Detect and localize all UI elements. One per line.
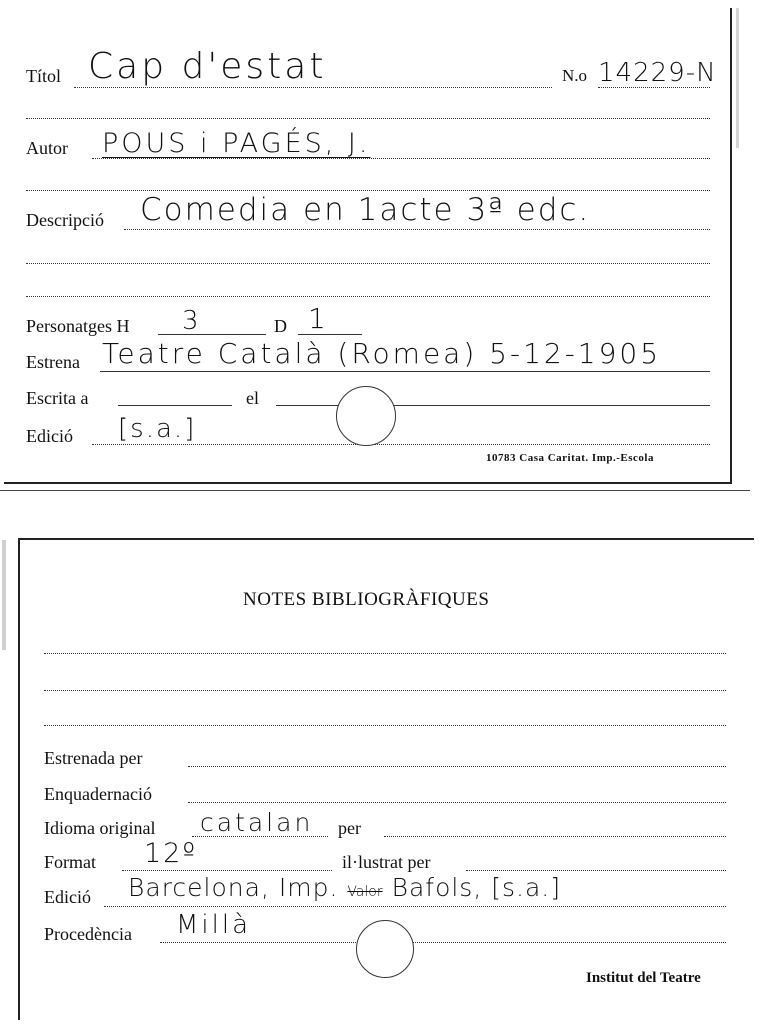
descripcio-extra-line-1 [26,263,710,264]
idioma-label: Idioma original [44,818,156,838]
back-edicio-dotted-line [104,906,726,907]
titol-extra-line [26,118,710,119]
format-label: Format [44,852,96,872]
descripcio-extra-line-2 [26,296,710,297]
autor-label: Autor [26,138,68,158]
institution-label: Institut del Teatre [586,970,701,986]
el-label: el [246,388,259,408]
edicio-label: Edició [26,426,73,446]
edicio-value: [s.a.] [118,414,197,444]
procedencia-value: Millà [176,910,252,940]
personatges-d-label: D [274,316,287,336]
titol-label: Títol [26,66,61,86]
back-edicio-struck: Valor [347,884,383,900]
personatges-h-line [158,334,266,335]
scan-edge-left [2,540,6,650]
procedencia-label: Procedència [44,924,132,944]
personatges-h-value: 3 [182,306,201,336]
notes-line-1 [44,653,726,654]
back-edicio-label: Edició [44,887,91,907]
descripcio-dotted-line [124,229,710,230]
descripcio-label: Descripció [26,210,104,230]
escrita-label: Escrita a [26,388,89,408]
estrena-line [100,371,710,372]
notes-line-2 [44,690,726,691]
personatges-label: Personatges H [26,316,130,336]
number-value: 14229-N [598,58,717,88]
notes-heading: NOTES BIBLIOGRÀFIQUES [243,589,490,610]
printer-note: 10783 Casa Caritat. Imp.-Escola [486,452,654,464]
scan-edge-right [736,8,739,148]
procedencia-dotted-line [160,942,726,943]
idioma-value: catalan [200,808,314,837]
enquadernacio-dotted-line [188,802,726,803]
estrenada-dotted-line [188,766,726,767]
descripcio-value: Comedia en 1acte 3ª edc. [140,192,591,228]
estrena-label: Estrena [26,352,80,372]
format-value: 12º [144,838,198,869]
notes-line-3 [44,725,726,726]
number-label: N.o [562,66,588,85]
autor-extra-line [26,190,710,191]
back-edicio-value-end: Bafols, [s.a.] [391,873,561,902]
separator-line [0,490,750,491]
back-edicio-value [128,873,561,902]
personatges-d-value: 1 [308,302,328,335]
autor-value: POUS i PAGÉS, J. [102,128,371,159]
estrena-value: Teatre Català (Romea) 5-12-1905 [102,337,662,370]
escrita-line [118,405,232,406]
illustrat-dotted-line [466,870,726,871]
back-edicio-value-start: Barcelona, Imp. [128,873,339,902]
titol-value: Cap d'estat [88,46,327,87]
estrenada-label: Estrenada per [44,748,143,768]
enquadernacio-label: Enquadernació [44,784,152,804]
edicio-dotted-line [92,444,710,445]
idioma-per-dotted-line [384,836,726,837]
illustrat-label: il·lustrat per [342,852,431,872]
punch-hole [336,386,396,446]
format-dotted-line [122,870,332,871]
punch-hole-back [356,920,414,978]
titol-dotted-line [74,87,552,88]
idioma-per-label: per [338,818,361,838]
